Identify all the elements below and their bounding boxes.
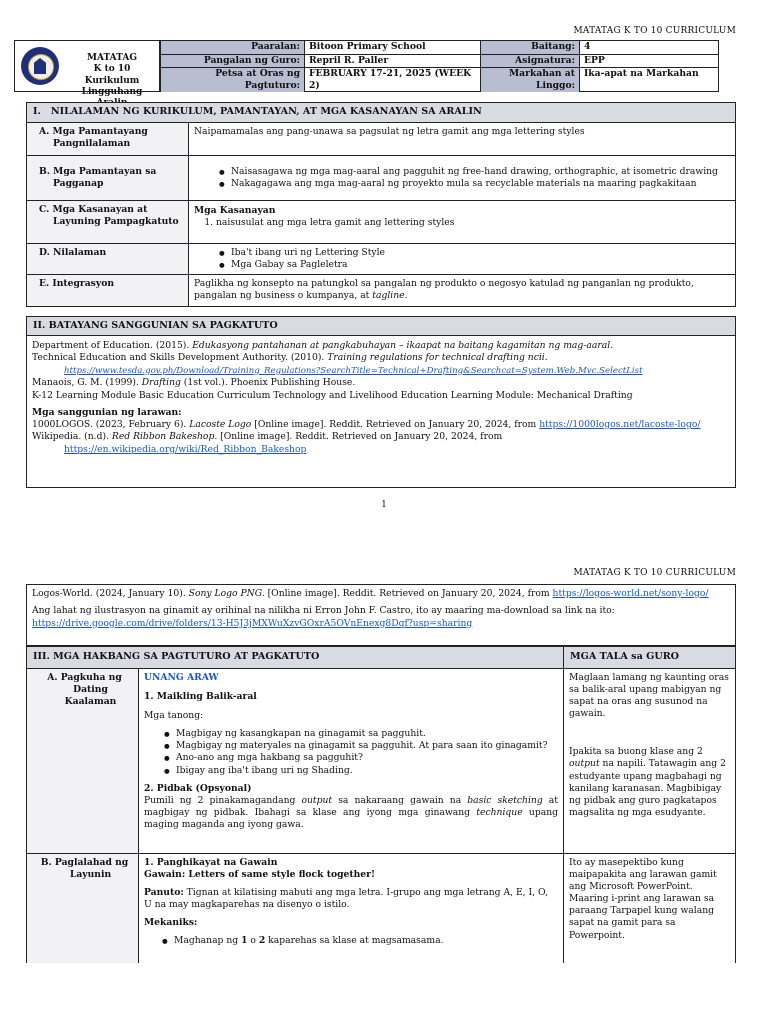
teacher-note-1: Maglaan lamang ng kaunting oras sa balik-aral upang mabigyan ng sapat na oras ang susunod na gawain.: [569, 671, 729, 720]
image-reference-2: Wikipedia. (n.d). Red Ribbon Bakeshop. [Online image]. Reddit. Retrieved on January 20, 2024, from: [32, 431, 503, 443]
reference-2: Technical Education and Skills Development Authority. (2010). Training regulations for technical drafting ncii.: [32, 352, 548, 364]
grade-value: 4: [580, 41, 720, 54]
date-label: Petsa at Oras ng Pagtuturo:: [161, 67, 305, 92]
continued-references-box: [26, 584, 736, 646]
row-c-label: C. Mga Kasanayan at Layuning Pampagkatuto: [27, 200, 189, 243]
list-item: ● Ano-ano ang mga hakbang sa pagguhit?: [176, 752, 558, 764]
list-item: ● Naisasagawa ng mga mag-aaral ang pagguhit ng free-hand drawing, orthographic, at isometric drawing: [231, 166, 730, 178]
row-c-content: [189, 200, 736, 243]
reference-3: Manaois, G. M. (1999). Drafting (1st vol.). Phoenix Publishing House.: [32, 377, 356, 389]
image-reference-1-link[interactable]: https://1000logos.net/lacoste-logo/: [539, 419, 701, 431]
row-a-content: Naipamamalas ang pang-unawa sa pagsulat ng letra gamit ang mga lettering styles: [189, 122, 736, 155]
quarter-label: Markahan at Linggo:: [481, 67, 580, 92]
list-item: ● Mga Gabay sa Pagleletra: [231, 259, 730, 271]
row-a-label: A. Mga Pamantayang Pangnilalaman: [27, 122, 189, 155]
row-a-content: [139, 668, 564, 853]
list-item: ● Maghanap ng 1 o 2 kaparehas sa klase at magsamasama.: [174, 935, 558, 947]
section-2-box: [26, 316, 736, 488]
list-item: ● Magbigay ng materyales na ginagamit sa pagguhit. At para saan ito ginagamit?: [176, 740, 558, 752]
teacher-label: Pangalan ng Guro:: [161, 54, 305, 67]
running-header: MATATAG K TO 10 CURRICULUM: [573, 568, 736, 578]
questions-label: Mga tanong:: [144, 709, 204, 721]
step-1-heading: 1. Maikling Balik-aral: [144, 690, 257, 702]
header-block: [14, 40, 719, 97]
quarter-value: Ika-apat na Markahan: [580, 67, 720, 92]
row-e-content: Paglikha ng konsepto na patungkol sa pangalan ng produkto o negosyo katulad ng panganlan ng produkto, pangalan ng business o kumpanya, at tagline.: [189, 274, 736, 306]
section-1-table: [26, 102, 736, 307]
school-label: Paaralan:: [161, 41, 305, 54]
notes-heading: MGA TALA sa GURO: [564, 647, 736, 669]
reference-logos-world: Logos-World. (2024, January 10). Sony Logo PNG. [Online image]. Reddit. Retrieved on January 20, 2024, from https://logos-world.net/sony-logo/: [32, 588, 709, 599]
list-item: ● Ibigay ang iba't ibang uri ng Shading.: [176, 765, 558, 777]
section-3-heading: III. MGA HAKBANG SA PAGTUTURO AT PAGKATUTO: [27, 647, 564, 669]
activity-title: Gawain: Letters of same style flock together!: [144, 868, 375, 880]
image-reference-1: 1000LOGOS. (2023, February 6). Lacoste Logo [Online image]. Reddit. Retrieved on January 20, 2024, from https://1000logos.net/lacoste-logo/: [32, 419, 701, 431]
motivation-heading: 1. Panghikayat na Gawain: [144, 856, 278, 868]
teacher-value: Repril R. Paller: [305, 54, 481, 67]
running-header: MATATAG K TO 10 CURRICULUM: [573, 26, 736, 36]
row-d-content: [189, 243, 736, 274]
list-item: 1. naisusulat ang mga letra gamit ang lettering styles: [216, 217, 730, 229]
section-2-heading: II. BATAYANG SANGGUNIAN SA PAGKATUTO: [27, 317, 735, 336]
subject-label: Asignatura:: [481, 54, 580, 67]
date-value: FEBRUARY 17-21, 2025 (WEEK 2): [305, 67, 481, 92]
image-reference-2-link[interactable]: https://en.wikipedia.org/wiki/Red_Ribbon_Bakeshop: [64, 443, 307, 455]
title-cell: [15, 41, 160, 97]
page-number: 1: [381, 500, 387, 510]
row-a-label: A. Pagkuha ng Dating Kaalaman: [27, 668, 139, 853]
row-a-notes: [564, 668, 736, 853]
title-line-3: Lingguhang: [81, 86, 143, 97]
title-line-1: MATATAG: [86, 53, 138, 63]
row-e-label: E. Integrasyon: [27, 274, 189, 306]
list-item: ● Nakagagawa ang mga mag-aaral ng proyekto mula sa recyclable materials na maaring pagkakitaan: [231, 178, 730, 190]
teacher-note-2: Ipakita sa buong klase ang 2 output na napili. Tatawagin ang 2 estudyante upang magbahagi ng kanilang karanasan. Magbibigay ng pidbak ang guro pagkatapos magsalita ng mga esudyante.: [569, 746, 726, 818]
info-table: [160, 41, 719, 92]
reference-2-link[interactable]: https://www.tesda.gov.ph/Download/Training_Regulations?SearchTitle=Technical+Drafting&Searchcat=System.Web.Mvc.SelectList: [64, 365, 643, 376]
mechanics-heading: Mekaniks:: [144, 917, 198, 929]
school-value: Bitoon Primary School: [305, 41, 481, 54]
image-references-heading: Mga sanggunian ng larawan:: [32, 406, 182, 418]
reference-1: Department of Education. (2015). Edukasyong pantahanan at pangkabuhayan – ikaapat na baitang kagamitan ng mag-aaral.: [32, 340, 614, 351]
title-line-2: K to 10 Kurikulum: [84, 64, 140, 86]
list-item: ● Magbigay ng kasangkapan na ginagamit sa pagguhit.: [176, 728, 558, 740]
deped-seal-icon: [21, 47, 59, 85]
subject-value: EPP: [580, 54, 720, 67]
row-d-label: D. Nilalaman: [27, 243, 189, 274]
row-b-label: B. Mga Pamantayan sa Pagganap: [27, 155, 189, 200]
instructions: Panuto: Tignan at kilatising mabuti ang mga letra. I-grupo ang mga letrang A, E, I, O, U na may magkaparehas na disenyo o istilo.: [144, 886, 548, 911]
section-1-heading: I. NILALAMAN NG KURIKULUM, PAMANTAYAN, AT MGA KASANAYAN SA ARALIN: [27, 103, 736, 123]
grade-label: Baitang:: [481, 41, 580, 54]
row-c-subheading: Mga Kasanayan: [194, 204, 276, 216]
day-label: UNANG ARAW: [144, 671, 219, 683]
list-item: ● Iba't ibang uri ng Lettering Style: [231, 247, 730, 259]
illustration-note: Ang lahat ng ilustrasyon na ginamit ay orihinal na nilikha ni Erron John F. Castro, ito ay maaring ma-download sa link na ito:: [32, 605, 615, 617]
logos-world-link[interactable]: https://logos-world.net/sony-logo/: [552, 588, 709, 599]
row-b-content: [189, 155, 736, 200]
row-b-label: B. Paglalahad ng Layunin: [27, 853, 139, 963]
step-2-heading: 2. Pidbak (Opsyonal): [144, 782, 252, 794]
reference-4: K-12 Learning Module Basic Education Curriculum Technology and Livelihood Education Learning Module: Mechanical Drafting: [32, 389, 633, 401]
row-b-notes: Ito ay masepektibo kung maipapakita ang larawan gamit ang Microsoft PowerPoint. Maaring i-print ang larawan sa paraang Tarpapel kung walang sapat na gamit para sa Powerpoint.: [564, 853, 736, 963]
illustration-drive-link[interactable]: https://drive.google.com/drive/folders/13-H5J3jMXWuXzvGOxrA5OVnEnexg8Dqf?usp=sharing: [32, 617, 473, 629]
row-b-content: [139, 853, 564, 963]
step-2-text: Pumili ng 2 pinakamagandang output sa nakaraang gawain na basic sketching at magbigay ng pidbak. Ibahagi sa klase ang iyong mga ginawang technique upang maging maganda ang iyong gawa.: [144, 794, 559, 831]
section-3-table: [26, 646, 736, 963]
